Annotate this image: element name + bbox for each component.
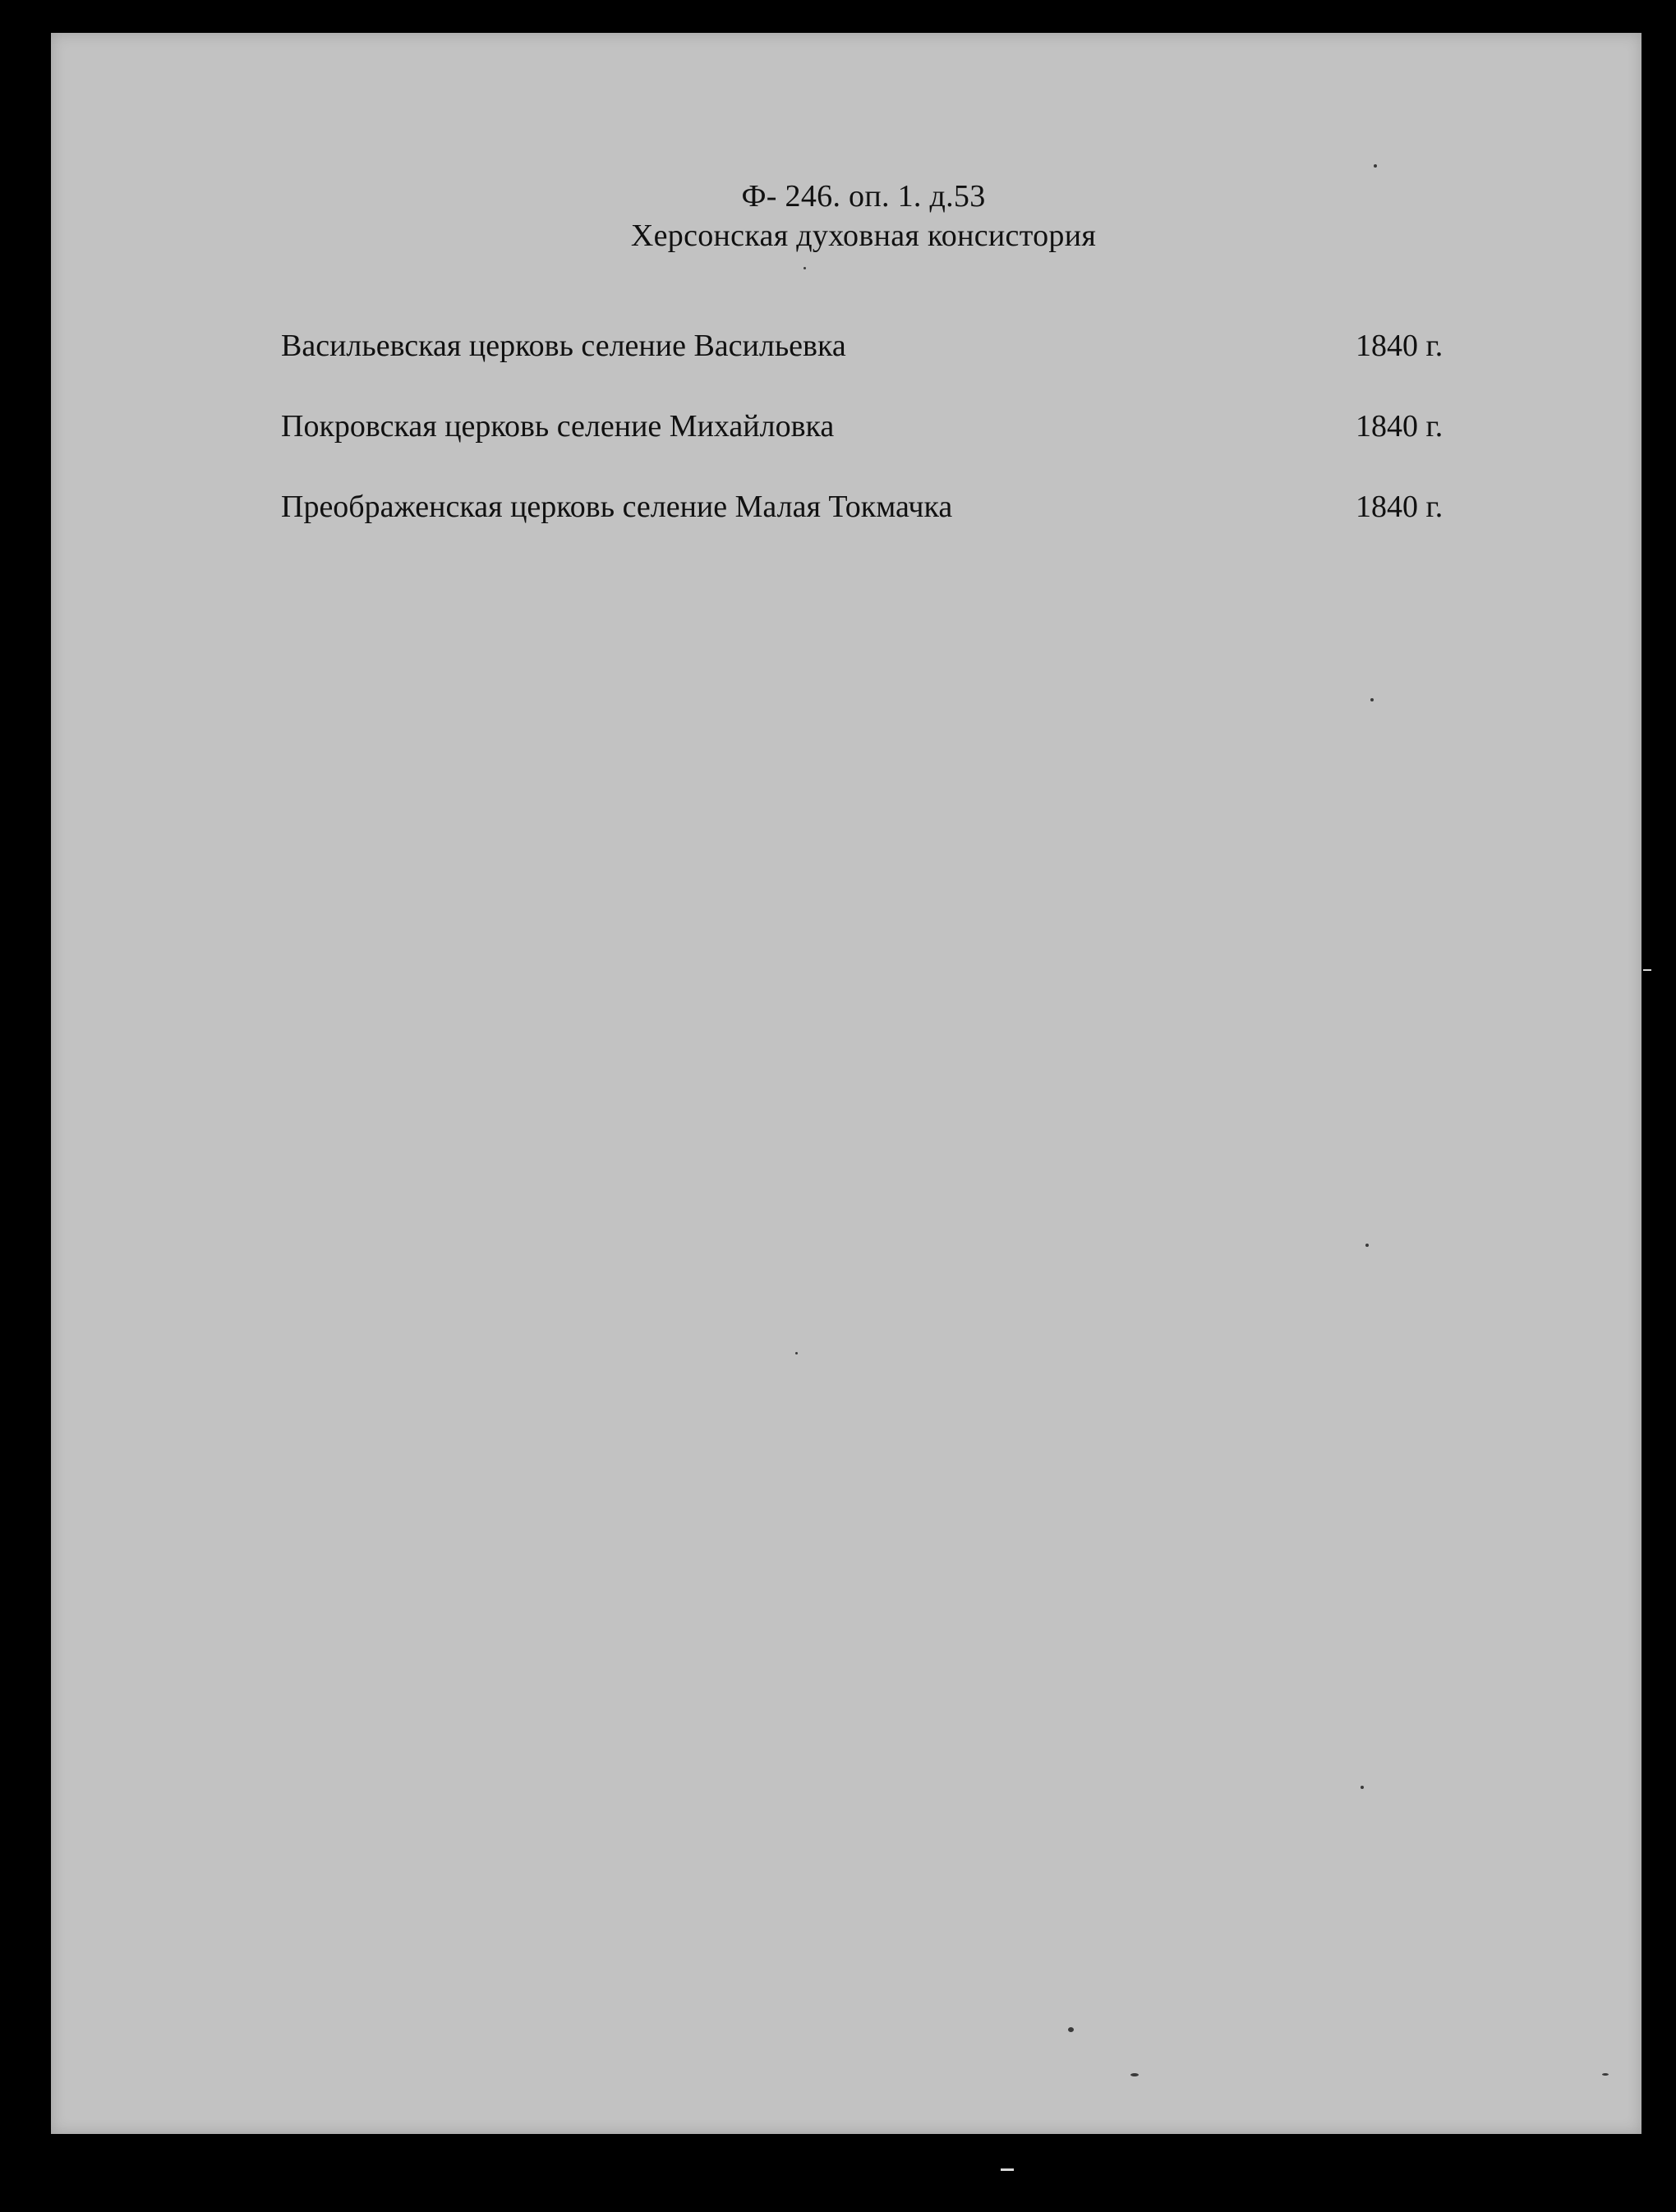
- scan-speck: [803, 267, 806, 269]
- scan-speck: [1365, 1244, 1369, 1247]
- scan-speck: [1370, 698, 1374, 701]
- scan-speck: [1361, 1786, 1364, 1789]
- institution-name: Херсонская духовная консистория: [630, 218, 1097, 253]
- list-item: [281, 389, 1464, 470]
- document-page: [51, 33, 1641, 2134]
- entry-list: [281, 309, 1464, 550]
- document-header: [51, 177, 1641, 255]
- entry-title: Васильевская церковь селение Васильевка: [281, 329, 846, 363]
- entry-title: Преображенская церковь селение Малая Токмачка: [281, 490, 953, 524]
- border-mark: [1001, 2168, 1014, 2171]
- entry-title: Покровская церковь селение Михайловка: [281, 409, 835, 444]
- archive-reference: Ф- 246. оп. 1. д.53: [741, 179, 986, 214]
- entry-year: 1840 г.: [1356, 490, 1443, 524]
- scan-speck: [795, 1352, 798, 1354]
- entry-year: 1840 г.: [1356, 329, 1443, 363]
- list-item: [281, 470, 1464, 550]
- entry-year: 1840 г.: [1356, 409, 1443, 444]
- border-mark: [1643, 969, 1651, 971]
- list-item: [281, 309, 1464, 389]
- scan-speck: [1374, 164, 1377, 168]
- scan-speck: [1602, 2073, 1609, 2076]
- scan-speck: [1068, 2027, 1074, 2032]
- scan-speck: [1130, 2073, 1139, 2076]
